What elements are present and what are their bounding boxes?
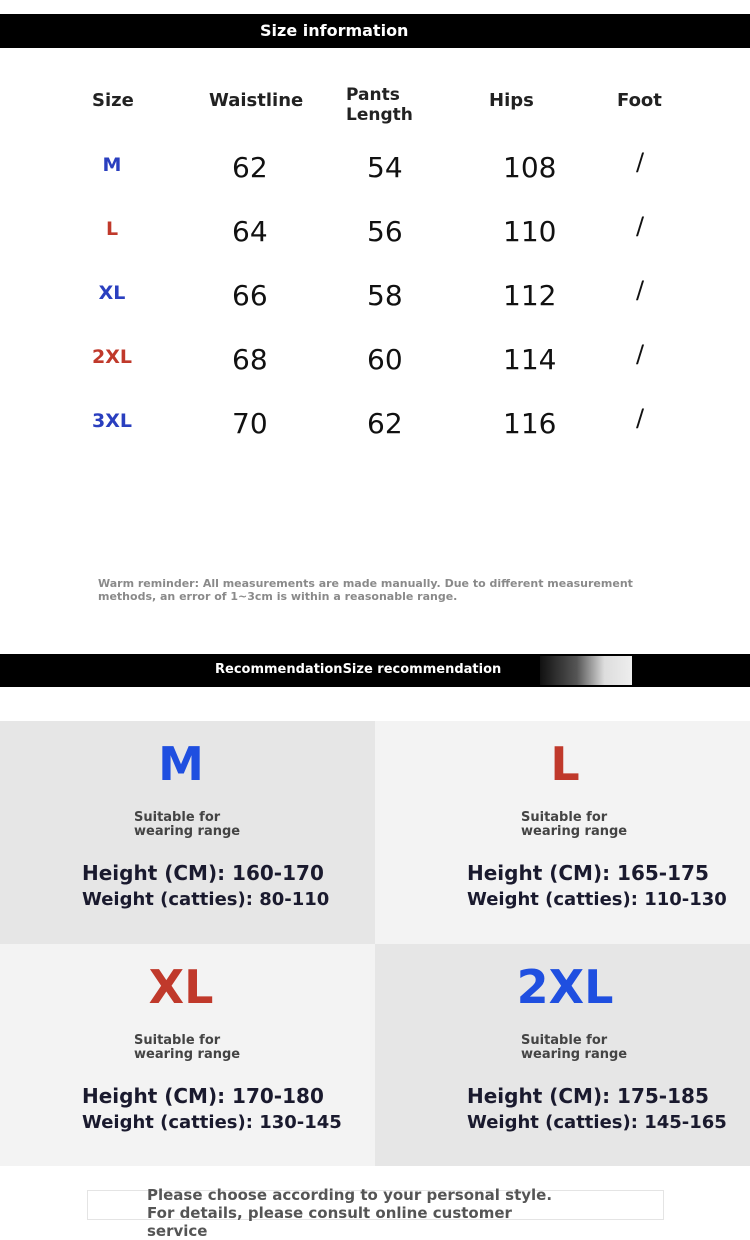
waistline-value: 68 <box>232 343 268 376</box>
col-header-foot: Foot <box>617 90 662 111</box>
pants-length-value: 62 <box>367 407 403 440</box>
recommendation-size: 2XL <box>516 960 614 1014</box>
hips-value: 112 <box>503 279 557 312</box>
hips-value: 116 <box>503 407 557 440</box>
size-label: 2XL <box>92 346 132 368</box>
col-header-pants-length: Pants Length <box>346 85 413 125</box>
recommendation-card <box>375 721 750 944</box>
col-header-waistline: Waistline <box>209 90 304 111</box>
hips-value: 108 <box>503 151 557 184</box>
recommendation-card <box>0 721 375 944</box>
pants-length-value: 56 <box>367 215 403 248</box>
waistline-value: 70 <box>232 407 268 440</box>
col-header-size: Size <box>92 90 134 111</box>
suitable-range-label: Suitable for wearing range <box>134 1033 241 1062</box>
weight-range: Weight (catties): 130-145 <box>82 1112 342 1133</box>
decorative-blur <box>540 656 632 685</box>
height-range: Height (CM): 160-170 <box>82 861 324 885</box>
height-range: Height (CM): 165-175 <box>467 861 709 885</box>
suitable-range-label: Suitable for wearing range <box>521 1033 628 1062</box>
size-label: 3XL <box>92 410 132 432</box>
footer-note: Please choose according to your personal style. For details, please consult online customer service <box>147 1186 553 1240</box>
size-information-title: Size information <box>260 21 409 40</box>
recommendation-size: M <box>158 737 204 791</box>
recommendation-card <box>375 944 750 1166</box>
size-recommendation-header <box>0 654 750 687</box>
col-header-hips: Hips <box>489 90 534 111</box>
weight-range: Weight (catties): 145-165 <box>467 1112 727 1133</box>
foot-value: / <box>636 212 645 240</box>
hips-value: 110 <box>503 215 557 248</box>
suitable-range-label: Suitable for wearing range <box>134 810 241 839</box>
recommendation-card <box>0 944 375 1166</box>
warm-reminder: Warm reminder: All measurements are made manually. Due to different measurement methods, an error of 1~3cm is within a reasonable range. <box>98 577 633 603</box>
recommendation-size: L <box>550 737 580 791</box>
foot-value: / <box>636 340 645 368</box>
size-label: M <box>102 154 122 176</box>
foot-value: / <box>636 404 645 432</box>
foot-value: / <box>636 276 645 304</box>
waistline-value: 64 <box>232 215 268 248</box>
waistline-value: 62 <box>232 151 268 184</box>
pants-length-value: 58 <box>367 279 403 312</box>
recommendation-size: XL <box>148 960 214 1014</box>
size-recommendation-title: RecommendationSize recommendation <box>215 662 502 677</box>
height-range: Height (CM): 170-180 <box>82 1084 324 1108</box>
suitable-range-label: Suitable for wearing range <box>521 810 628 839</box>
hips-value: 114 <box>503 343 557 376</box>
size-label: L <box>105 218 119 240</box>
size-information-header <box>0 14 750 48</box>
waistline-value: 66 <box>232 279 268 312</box>
weight-range: Weight (catties): 110-130 <box>467 889 727 910</box>
height-range: Height (CM): 175-185 <box>467 1084 709 1108</box>
pants-length-value: 54 <box>367 151 403 184</box>
foot-value: / <box>636 148 645 176</box>
size-label: XL <box>98 282 126 304</box>
pants-length-value: 60 <box>367 343 403 376</box>
weight-range: Weight (catties): 80-110 <box>82 889 330 910</box>
